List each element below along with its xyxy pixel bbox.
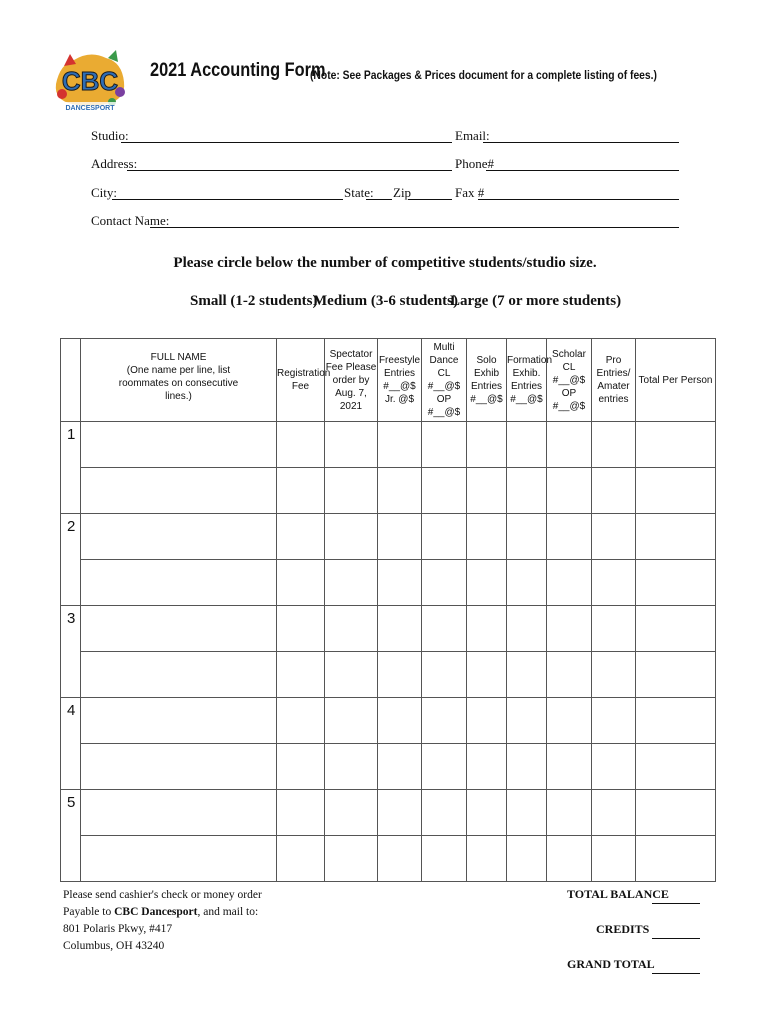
fee-cell[interactable]	[547, 652, 592, 698]
name-cell[interactable]	[81, 560, 277, 606]
credits-label: CREDITS	[596, 922, 650, 936]
name-cell[interactable]	[81, 790, 277, 836]
fee-cell[interactable]	[422, 744, 467, 790]
fee-cell[interactable]	[636, 468, 716, 514]
fee-cell[interactable]	[507, 422, 547, 468]
fee-cell[interactable]	[547, 560, 592, 606]
fee-cell[interactable]	[277, 836, 325, 882]
fee-cell[interactable]	[547, 698, 592, 744]
table-row	[61, 560, 716, 606]
fee-cell[interactable]	[592, 514, 636, 560]
payee-name: CBC Dancesport	[114, 906, 198, 918]
fee-cell[interactable]	[325, 652, 378, 698]
fee-cell[interactable]	[378, 790, 422, 836]
zip-label: Zip	[393, 185, 412, 200]
studio-size-instruction: Please circle below the number of competitive students/studio size.	[173, 255, 597, 271]
fee-cell[interactable]	[467, 836, 507, 882]
contact-name-label: Contact Name:	[91, 213, 170, 228]
header-registration: Registration Fee	[277, 339, 325, 422]
fee-cell[interactable]	[422, 698, 467, 744]
fee-cell[interactable]	[378, 652, 422, 698]
fee-cell[interactable]	[592, 836, 636, 882]
table-row	[61, 744, 716, 790]
fee-cell[interactable]	[325, 468, 378, 514]
email-label: Email:	[455, 128, 490, 143]
fee-cell[interactable]	[277, 698, 325, 744]
header-scholar: Scholar CL #__@$ OP #__@$	[547, 339, 592, 422]
fee-cell[interactable]	[547, 744, 592, 790]
grand-total-label: GRAND TOTAL	[567, 957, 655, 971]
logo-subtext: DANCESPORT	[65, 105, 115, 112]
fee-cell[interactable]	[507, 468, 547, 514]
fee-cell[interactable]	[422, 836, 467, 882]
header-total-per-person: Total Per Person	[636, 339, 716, 422]
table-header-row	[61, 339, 716, 422]
fee-cell[interactable]	[547, 790, 592, 836]
name-cell[interactable]	[81, 468, 277, 514]
fax-field[interactable]	[478, 185, 679, 200]
studio-field[interactable]	[121, 128, 452, 143]
fee-cell[interactable]	[507, 606, 547, 652]
fee-cell[interactable]	[277, 422, 325, 468]
fee-cell[interactable]	[636, 422, 716, 468]
table-row	[61, 468, 716, 514]
fee-cell[interactable]	[547, 606, 592, 652]
name-cell[interactable]	[81, 606, 277, 652]
row-number: 1	[61, 422, 81, 514]
address-label: Address:	[91, 156, 138, 171]
fee-cell[interactable]	[467, 790, 507, 836]
mailing-instructions	[63, 887, 262, 955]
name-cell[interactable]	[81, 744, 277, 790]
name-cell[interactable]	[81, 836, 277, 882]
state-field[interactable]	[366, 185, 392, 200]
fee-cell[interactable]	[636, 514, 716, 560]
fee-cell[interactable]	[378, 698, 422, 744]
fee-cell[interactable]	[378, 560, 422, 606]
fee-cell[interactable]	[325, 698, 378, 744]
fee-cell[interactable]	[325, 744, 378, 790]
fee-cell[interactable]	[325, 790, 378, 836]
city-label: City:	[91, 185, 118, 200]
form-title: 2021 Accounting Form	[150, 60, 326, 81]
fee-cell[interactable]	[277, 468, 325, 514]
studio-label: Studio:	[91, 128, 129, 143]
fee-cell[interactable]	[592, 652, 636, 698]
fee-cell[interactable]	[378, 606, 422, 652]
fee-cell[interactable]	[422, 422, 467, 468]
fee-cell[interactable]	[277, 652, 325, 698]
header-number	[61, 339, 81, 422]
phone-label: Phone#	[455, 156, 494, 171]
fee-cell[interactable]	[636, 652, 716, 698]
fee-cell[interactable]	[467, 652, 507, 698]
fee-cell[interactable]	[507, 744, 547, 790]
contact-name-field[interactable]	[150, 213, 679, 228]
fee-cell[interactable]	[592, 606, 636, 652]
fee-cell[interactable]	[467, 744, 507, 790]
header-multi-dance: Multi Dance CL #__@$ OP #__@$	[422, 339, 467, 422]
header-spectator: Spectator Fee Please order by Aug. 7, 2021	[325, 339, 378, 422]
table-row	[61, 422, 716, 468]
fee-cell[interactable]	[422, 606, 467, 652]
fee-cell[interactable]	[422, 514, 467, 560]
fee-cell[interactable]	[636, 744, 716, 790]
fee-cell[interactable]	[547, 468, 592, 514]
fee-cell[interactable]	[422, 790, 467, 836]
fee-cell[interactable]	[507, 652, 547, 698]
fee-cell[interactable]	[277, 514, 325, 560]
fee-cell[interactable]	[325, 836, 378, 882]
fee-cell[interactable]	[325, 560, 378, 606]
header-full-name-note: (One name per line, list roommates on consecutive lines.)	[118, 365, 239, 402]
row-number: 5	[61, 790, 81, 882]
fee-cell[interactable]	[636, 698, 716, 744]
fee-cell[interactable]	[467, 698, 507, 744]
fee-cell[interactable]	[592, 790, 636, 836]
table-row	[61, 790, 716, 836]
entry-table	[60, 338, 716, 882]
fee-cell[interactable]	[467, 560, 507, 606]
mailing-line-1: Please send cashier's check or money order	[63, 889, 262, 901]
fee-cell[interactable]	[467, 606, 507, 652]
fee-cell[interactable]	[507, 514, 547, 560]
fee-cell[interactable]	[547, 514, 592, 560]
grand-total-field[interactable]	[652, 963, 700, 974]
payable-prefix: Payable to	[63, 906, 115, 918]
fee-cell[interactable]	[636, 836, 716, 882]
header-pro-entries: Pro Entries/ Amater entries	[592, 339, 636, 422]
header-full-name	[81, 339, 277, 422]
fee-cell[interactable]	[378, 836, 422, 882]
fee-cell[interactable]	[507, 560, 547, 606]
cbc-dancesport-logo	[50, 44, 130, 114]
fee-cell[interactable]	[507, 790, 547, 836]
fee-cell[interactable]	[507, 698, 547, 744]
fee-cell[interactable]	[636, 560, 716, 606]
table-row	[61, 514, 716, 560]
size-option-small[interactable]: Small (1-2 students)	[190, 293, 318, 309]
fee-cell[interactable]	[277, 560, 325, 606]
fee-cell[interactable]	[467, 514, 507, 560]
form-note: (Note: See Packages & Prices document for a complete listing of fees.)	[310, 68, 657, 82]
mailing-address-city: Columbus, OH 43240	[63, 940, 165, 952]
fee-cell[interactable]	[592, 468, 636, 514]
name-cell[interactable]	[81, 652, 277, 698]
fee-cell[interactable]	[378, 422, 422, 468]
size-option-medium[interactable]: Medium (3-6 students)	[313, 293, 458, 309]
fee-cell[interactable]	[422, 468, 467, 514]
fee-cell[interactable]	[592, 560, 636, 606]
table-row	[61, 698, 716, 744]
row-number: 4	[61, 698, 81, 790]
total-balance-field[interactable]	[652, 893, 700, 904]
fee-cell[interactable]	[378, 468, 422, 514]
fee-cell[interactable]	[547, 836, 592, 882]
fee-cell[interactable]	[277, 606, 325, 652]
email-field[interactable]	[483, 128, 679, 143]
row-number: 2	[61, 514, 81, 606]
fee-cell[interactable]	[636, 790, 716, 836]
mailing-line-2	[63, 904, 262, 921]
phone-field[interactable]	[486, 156, 679, 171]
row-number: 3	[61, 606, 81, 698]
city-field[interactable]	[112, 185, 343, 200]
name-cell[interactable]	[81, 514, 277, 560]
fee-cell[interactable]	[467, 422, 507, 468]
size-option-large[interactable]: Large (7 or more students)	[450, 293, 622, 309]
mailing-address-street: 801 Polaris Pkwy, #417	[63, 923, 173, 935]
fee-cell[interactable]	[592, 698, 636, 744]
fee-cell[interactable]	[592, 744, 636, 790]
header-formation-exhib: Formation Exhib. Entries #__@$	[507, 339, 547, 422]
header-full-name-title: FULL NAME	[150, 352, 207, 363]
zip-field[interactable]	[408, 185, 452, 200]
header-freestyle: Freestyle Entries #__@$ Jr. @$	[378, 339, 422, 422]
table-row	[61, 606, 716, 652]
fee-cell[interactable]	[636, 606, 716, 652]
total-balance-label: TOTAL BALANCE	[567, 887, 669, 901]
fee-cell[interactable]	[378, 744, 422, 790]
fee-cell[interactable]	[467, 468, 507, 514]
fax-label: Fax #	[455, 185, 485, 200]
name-cell[interactable]	[81, 698, 277, 744]
fee-cell[interactable]	[422, 560, 467, 606]
fee-cell[interactable]	[277, 744, 325, 790]
table-row	[61, 836, 716, 882]
state-label: State:	[344, 185, 374, 200]
address-field[interactable]	[127, 156, 452, 171]
fee-cell[interactable]	[592, 422, 636, 468]
fee-cell[interactable]	[277, 790, 325, 836]
fee-cell[interactable]	[547, 422, 592, 468]
logo-letters: CBC	[61, 66, 119, 96]
fee-cell[interactable]	[325, 606, 378, 652]
fee-cell[interactable]	[422, 652, 467, 698]
table-row	[61, 652, 716, 698]
fee-cell[interactable]	[378, 514, 422, 560]
fee-cell[interactable]	[325, 422, 378, 468]
payable-suffix: , and mail to:	[197, 906, 259, 918]
credits-field[interactable]	[652, 928, 700, 939]
header-solo-exhib: Solo Exhib Entries #__@$	[467, 339, 507, 422]
fee-cell[interactable]	[325, 514, 378, 560]
fee-cell[interactable]	[507, 836, 547, 882]
name-cell[interactable]	[81, 422, 277, 468]
